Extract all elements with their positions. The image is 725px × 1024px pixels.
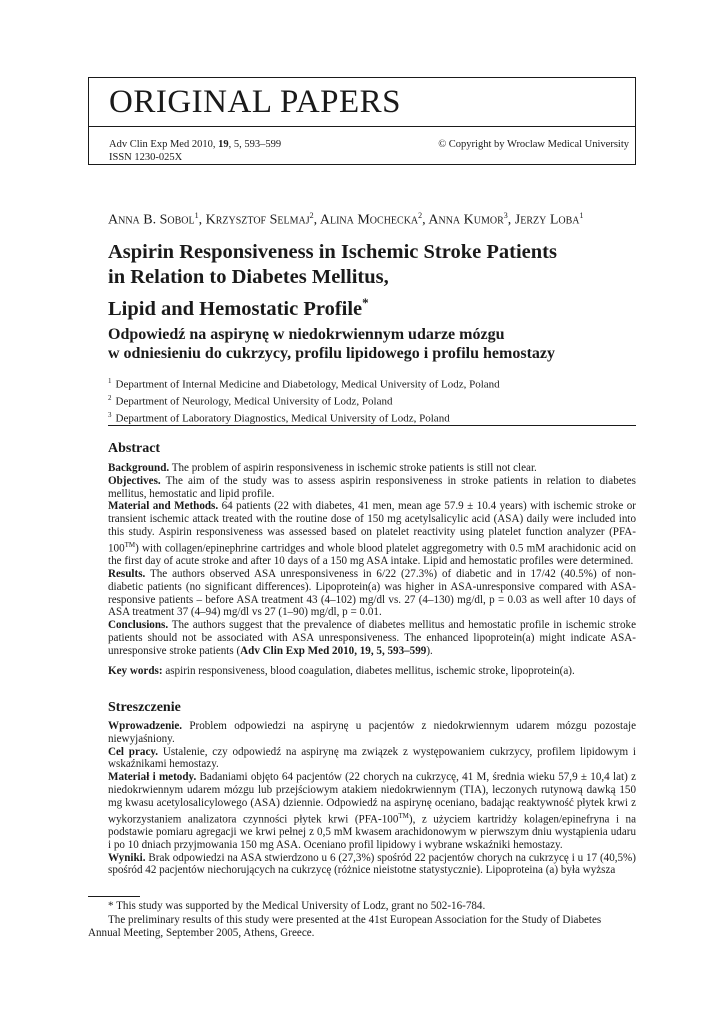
abstract-objectives: Objectives. The aim of the study was to assess aspirin responsiveness in stroke patients in relation to diabetes mellitus, hemostatic and lipid profile. xyxy=(108,474,636,500)
issn: ISSN 1230-025X xyxy=(109,152,183,163)
section-banner xyxy=(88,77,636,127)
streszczenie-aim: Cel pracy. Ustalenie, czy odpowiedź na aspirynę ma związek z występowaniem cukrzycy, profilem lipidowym i wskaźnikami hemostazy. xyxy=(108,745,636,771)
copyright-notice: © Copyright by Wroclaw Medical University xyxy=(438,139,629,150)
streszczenie-results: Wyniki. Brak odpowiedzi na ASA stwierdzono u 6 (27,3%) spośród 22 pacjentów chorych na cukrzycę i u 17 (40,5%) spośród 42 pacjentów niechorujących na cukrzycę (różnice nieistotne statystycznie). Lipoproteina (a) była wyższa xyxy=(108,851,636,877)
journal-citation: Adv Clin Exp Med 2010, 19, 5, 593–599 ISSN 1230-025X xyxy=(109,139,282,163)
author-name: Alina Mochecka xyxy=(319,212,419,228)
abstract-background: Background. The problem of aspirin responsiveness in ischemic stroke patients is still not clear. xyxy=(108,462,537,474)
abstract-heading: Abstract xyxy=(108,441,161,456)
affiliation-item: $^3$ Department of Laboratory Diagnostics, Medical University of Lodz, Poland xyxy=(108,411,450,425)
author-list: Anna B. Sobol$^1$, Krzysztof Selmaj$^2$, Alina Mochecka$^2$, Anna Kumor$^3$, Jerzy Loba$^1$ xyxy=(108,211,584,228)
abstract-body xyxy=(108,462,636,677)
streszczenie-heading: Streszczenie xyxy=(108,700,181,715)
streszczenie-body xyxy=(108,720,636,877)
footnote-funding: * This study was supported by the Medical University of Lodz, grant no 502-16-784. xyxy=(108,900,486,912)
abstract-keywords: Key words: aspirin responsiveness, blood coagulation, diabetes mellitus, ischemic stroke, lipoprotein(a). xyxy=(108,664,575,677)
author-name: Krzysztof Selmaj xyxy=(205,212,310,228)
streszczenie-methods: Materiał i metody. Badaniami objęto 64 pacjentów (22 chorych na cukrzycę, 41 M, średnia wieku 57,9 ± 10,4 lat) z niedokrwiennym udarem mózgu lub przejściowym atakiem niedokrwiennym (TIA), leczonych rutynową dawką 150 mg kwasu acetylosalicylowego (ASA) dziennie. Odpowiedź na aspirynę oceniano, badając reaktywność płytek krwi z wykorzystaniem analizatora czynności płytek krwi (PFA-100™), z użyciem kartridży kolagen/epinefryna i na podstawie pomiaru agregacji we krwi pełnej z 0,5 mM kwasem arachidonowym w pierwszym dniu wystąpienia udaru i po 10 dniach przyjmowania 150 mg ASA. Oceniano profil lipidowy i wybrane wskaźniki hemostazy. xyxy=(108,771,636,851)
section-title: ORIGINAL PAPERS xyxy=(109,84,402,120)
author-name: Anna B. Sobol xyxy=(108,212,195,228)
footnote-presentation: The preliminary results of this study were presented at the 41st European Association for the Study of Diabetes Annual Meeting, September 2005, Athens, Greece. xyxy=(88,913,602,939)
affiliation-item: $^2$ Department of Neurology, Medical University of Lodz, Poland xyxy=(108,394,393,408)
section-divider xyxy=(108,425,636,426)
footnote-marker: * xyxy=(362,295,369,310)
footnotes xyxy=(88,900,636,941)
streszczenie-intro: Wprowadzenie. Problem odpowiedzi na aspirynę u pacjentów z niedokrwiennym udarem mózgu pozostaje niewyjaśniony. xyxy=(108,720,636,745)
paper-title-english: Aspirin Responsiveness in Ischemic Stroke Patients in Relation to Diabetes Mellitus, Lipid and Hemostatic Profile* xyxy=(108,241,557,320)
footnote-divider xyxy=(88,896,140,897)
abstract-conclusions: Conclusions. The authors suggest that the prevalence of diabetes mellitus and hemostatic profile in ischemic stroke patients should not be associated with ASA unresponsiveness. The enhanced lipoprotein(a) might indicate ASA-unresponsive stroke patients (Adv Clin Exp Med 2010, 19, 5, 593–599). xyxy=(108,619,636,657)
paper-title-polish: Odpowiedź na aspirynę w niedokrwiennym udarze mózgu w odniesieniu do cukrzycy, profilu lipidowego i profilu hemostazy xyxy=(108,326,556,362)
author-name: Anna Kumor xyxy=(428,212,504,228)
affiliations xyxy=(108,375,638,426)
journal-info-box xyxy=(88,127,636,165)
affiliation-item: $^1$ Department of Internal Medicine and Diabetology, Medical University of Lodz, Poland xyxy=(108,377,500,391)
author-name: Jerzy Loba xyxy=(514,212,580,228)
abstract-results: Results. The authors observed ASA unresponsiveness in 6/22 (27.3%) of diabetic and in 17/42 (40.5%) of non-diabetic patients (no significant differences). Lipoprotein(a) was higher in ASA-unresponsive compared with ASA-responsive patients – before ASA treatment 43 (4–102) mg/dl vs. 27 (4–130) mg/dl, p = 0.03 as well after 10 days of ASA treatment 37 (4–94) mg/dl vs 27 (1–90) mg/dl, p = 0.01. xyxy=(108,568,636,619)
abstract-methods: Material and Methods. 64 patients (22 with diabetes, 41 men, mean age 57.9 ± 10.4 years) with ischemic stroke or transient ischemic attack treated with the routine dose of 150 mg acetylsalicylic acid (ASA) daily were included into this study. Aspirin responsiveness was assessed based on platelet reactivity using platelet function analyzer (PFA-100™) with collagen/epinephrine cartridges and whole blood platelet aggregometry with 0.5 mM arachidonic acid on the first day of acute stroke and after 10 days of a 150 mg ASA intake. Lipid and hemostatic profiles were determined. xyxy=(108,500,636,568)
